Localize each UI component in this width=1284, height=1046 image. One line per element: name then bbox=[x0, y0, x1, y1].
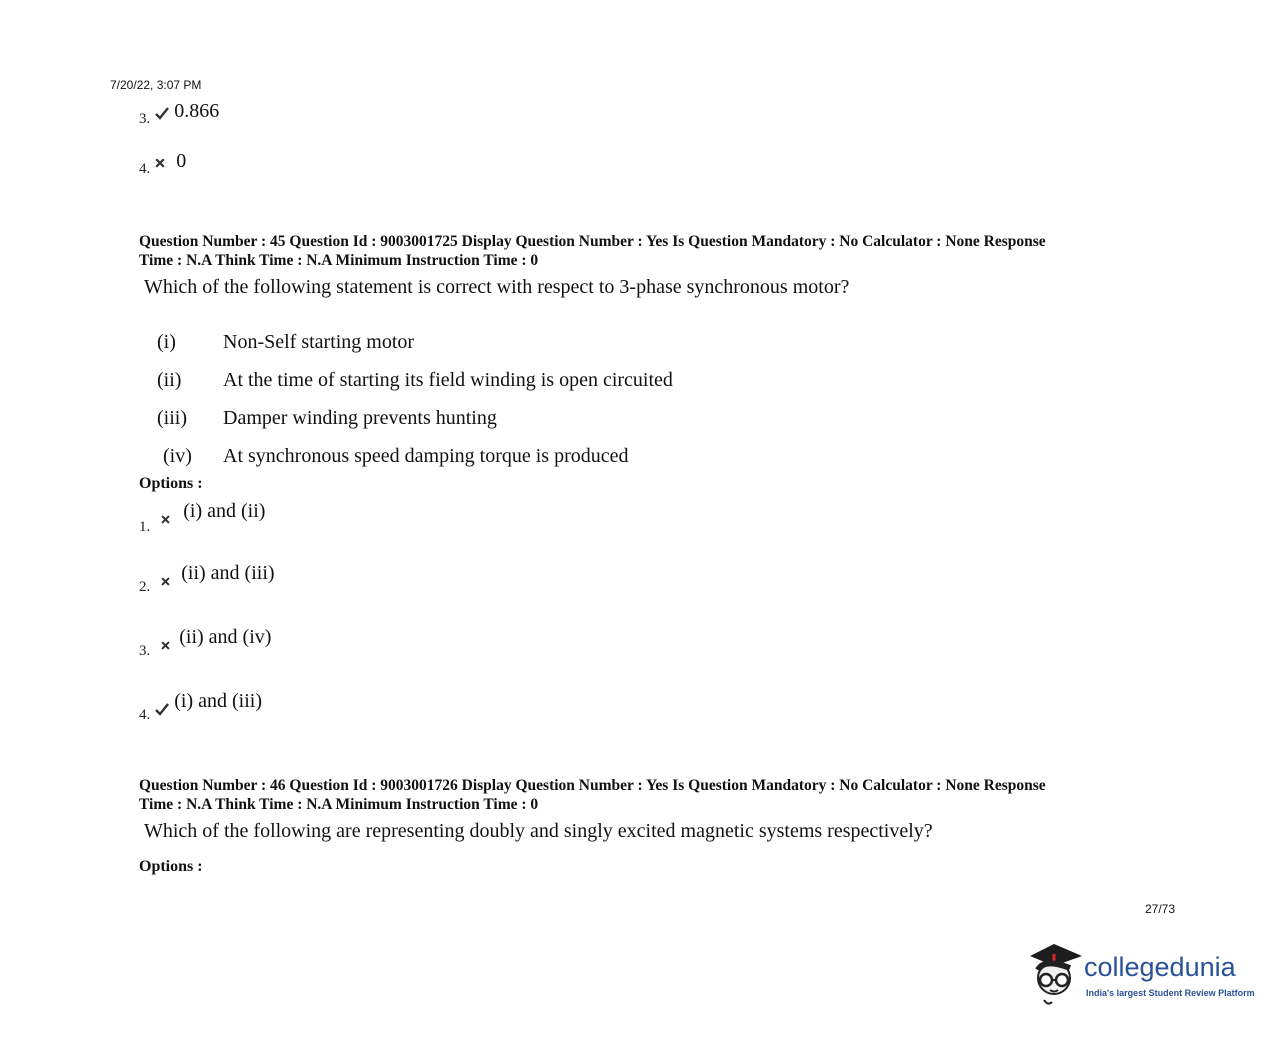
cross-icon bbox=[160, 640, 171, 651]
q45-statement-text: Non-Self starting motor bbox=[223, 331, 415, 353]
q45-statement-roman: (ii) bbox=[157, 369, 182, 391]
mascot-icon bbox=[1024, 940, 1086, 1006]
print-timestamp: 7/20/22, 3:07 PM bbox=[110, 78, 202, 92]
q46-meta-line1: Question Number : 46 Question Id : 9003001726 Display Question Number : Yes Is Question Mandatory : No Calculator : None Response bbox=[139, 777, 1046, 794]
check-icon bbox=[154, 105, 170, 121]
option-text: (i) and (iii) bbox=[174, 690, 262, 712]
q45-option-4 bbox=[139, 690, 262, 723]
q45-option-3 bbox=[139, 626, 272, 659]
option-number: 3. bbox=[139, 643, 151, 659]
option-number: 3. bbox=[139, 111, 151, 127]
cross-icon bbox=[154, 157, 166, 169]
q45-statement-roman: (iii) bbox=[157, 407, 187, 429]
option-number: 1. bbox=[139, 519, 151, 535]
cross-icon bbox=[160, 514, 171, 525]
logo-tagline: India's largest Student Review Platform bbox=[1086, 988, 1255, 998]
option-text: (ii) and (iv) bbox=[179, 626, 272, 648]
q45-option-1 bbox=[139, 500, 266, 535]
q45-statement-text: Damper winding prevents hunting bbox=[223, 407, 497, 429]
option-number: 4. bbox=[139, 161, 151, 177]
q46-meta-line2: Time : N.A Think Time : N.A Minimum Instruction Time : 0 bbox=[139, 796, 539, 813]
page-number: 27/73 bbox=[1145, 902, 1176, 916]
logo-brand-text: collegedunia bbox=[1084, 952, 1236, 982]
q45-question-text: Which of the following statement is correct with respect to 3-phase synchronous motor? bbox=[144, 276, 850, 298]
q46-options-label: Options : bbox=[139, 858, 203, 875]
prev-option-3 bbox=[139, 100, 220, 127]
option-text: (i) and (ii) bbox=[183, 500, 266, 522]
q45-statement-roman: (i) bbox=[157, 331, 176, 353]
cross-icon bbox=[160, 576, 171, 587]
q45-statement-text: At synchronous speed damping torque is produced bbox=[223, 445, 629, 467]
q45-statement-roman: (iv) bbox=[163, 445, 192, 467]
q45-meta-line2: Time : N.A Think Time : N.A Minimum Instruction Time : 0 bbox=[139, 252, 539, 269]
prev-option-4 bbox=[139, 150, 187, 177]
q46-question-text: Which of the following are representing doubly and singly excited magnetic systems respectively? bbox=[144, 820, 933, 842]
q45-meta bbox=[139, 232, 1169, 270]
q45-meta-line1: Question Number : 45 Question Id : 9003001725 Display Question Number : Yes Is Question Mandatory : No Calculator : None Response bbox=[139, 233, 1046, 250]
q45-option-2 bbox=[139, 562, 275, 595]
option-number: 4. bbox=[139, 707, 151, 723]
q45-statement-text: At the time of starting its field winding is open circuited bbox=[223, 369, 673, 391]
option-number: 2. bbox=[139, 579, 151, 595]
option-text: 0 bbox=[176, 150, 187, 172]
option-text: (ii) and (iii) bbox=[181, 562, 275, 584]
q45-options-label: Options : bbox=[139, 475, 203, 492]
option-text: 0.866 bbox=[174, 100, 220, 122]
check-icon bbox=[154, 701, 170, 717]
q46-meta bbox=[139, 776, 1169, 814]
collegedunia-logo bbox=[1024, 940, 1264, 1010]
